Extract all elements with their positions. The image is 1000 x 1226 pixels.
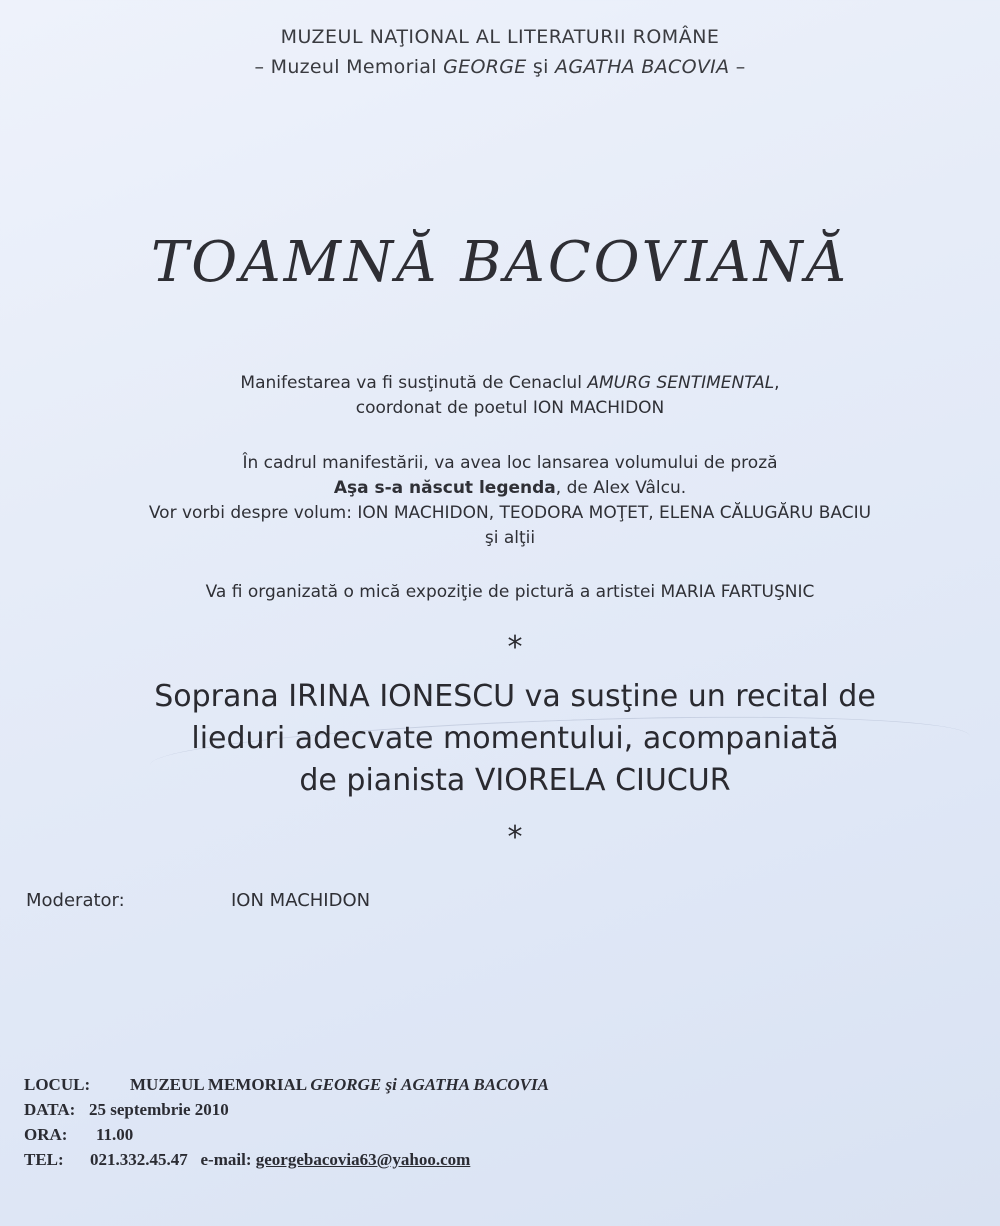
- dash-left: –: [254, 56, 265, 78]
- recital-line-1: Soprana IRINA IONESCU va susţine un recital de: [154, 679, 876, 714]
- museum-and: şi: [532, 56, 549, 78]
- location-prefix: MUZEUL MEMORIAL: [130, 1075, 307, 1094]
- location-name-second: AGATHA BACOVIA: [401, 1075, 549, 1094]
- organizer-paragraph: [0, 371, 1000, 421]
- exhibition-paragraph: Va fi organizată o mică expoziţie de pictură a artistei MARIA FARTUŞNIC: [205, 582, 815, 602]
- institution-name: MUZEUL NAŢIONAL AL LITERATURII ROMÂNE: [280, 26, 720, 48]
- separator-asterisk: *: [507, 630, 523, 665]
- recital-line-2: lieduri adecvate momentului, acompaniată: [191, 721, 839, 756]
- museum-name-first: GEORGE: [443, 56, 527, 78]
- event-details: [24, 1072, 549, 1172]
- speakers-line: Vor vorbi despre volum: ION MACHIDON, TEODORA MOŢET, ELENA CĂLUGĂRU BACIU: [148, 503, 872, 523]
- speakers-others: şi alţii: [484, 528, 536, 548]
- organizer-line-1: [0, 371, 1000, 396]
- date-value: 25 septembrie 2010: [89, 1100, 229, 1119]
- email-link[interactable]: georgebacovia63@yahoo.com: [255, 1150, 471, 1169]
- moderator-name: ION MACHIDON: [231, 890, 371, 911]
- organizer-comma: ,: [774, 373, 780, 393]
- recital-line-3: de pianista VIORELA CIUCUR: [299, 763, 731, 798]
- event-title: TOAMNĂ BACOVIANĂ: [150, 230, 850, 295]
- book-launch-paragraph: [0, 451, 1000, 551]
- moderator-label: Moderator:: [26, 890, 125, 911]
- museum-prefix: Muzeul Memorial: [270, 56, 437, 78]
- cenaclu-name: AMURG SENTIMENTAL: [587, 373, 775, 393]
- contact-row: [24, 1147, 549, 1172]
- separator-asterisk: *: [507, 820, 523, 855]
- museum-subtitle: [0, 56, 1000, 78]
- location-and: şi: [385, 1075, 397, 1094]
- time-value: 11.00: [96, 1125, 134, 1144]
- organizer-prefix: Manifestarea va fi susţinută de Cenaclul: [240, 373, 582, 393]
- book-launch-line-1: În cadrul manifestării, va avea loc lansarea volumului de proză: [242, 453, 778, 473]
- date-label: DATA:: [24, 1100, 76, 1119]
- moderator-row: [26, 890, 370, 911]
- book-title: Aşa s-a născut legenda: [333, 478, 556, 498]
- organizer-line-2: coordonat de poetul ION MACHIDON: [355, 398, 665, 418]
- book-author: , de Alex Vâlcu.: [555, 478, 687, 498]
- museum-name-second: AGATHA BACOVIA: [555, 56, 730, 78]
- recital-announcement: [0, 676, 1000, 802]
- dash-right: –: [735, 56, 746, 78]
- book-launch-line-2: [0, 476, 1000, 501]
- date-row: [24, 1097, 549, 1122]
- time-row: [24, 1122, 549, 1147]
- location-label: LOCUL:: [24, 1075, 91, 1094]
- time-label: ORA:: [24, 1125, 68, 1144]
- location-row: [24, 1072, 549, 1097]
- email-label: e-mail:: [200, 1150, 252, 1169]
- phone-label: TEL:: [24, 1150, 64, 1169]
- phone-value: 021.332.45.47: [90, 1150, 188, 1169]
- location-name-first: GEORGE: [310, 1075, 382, 1094]
